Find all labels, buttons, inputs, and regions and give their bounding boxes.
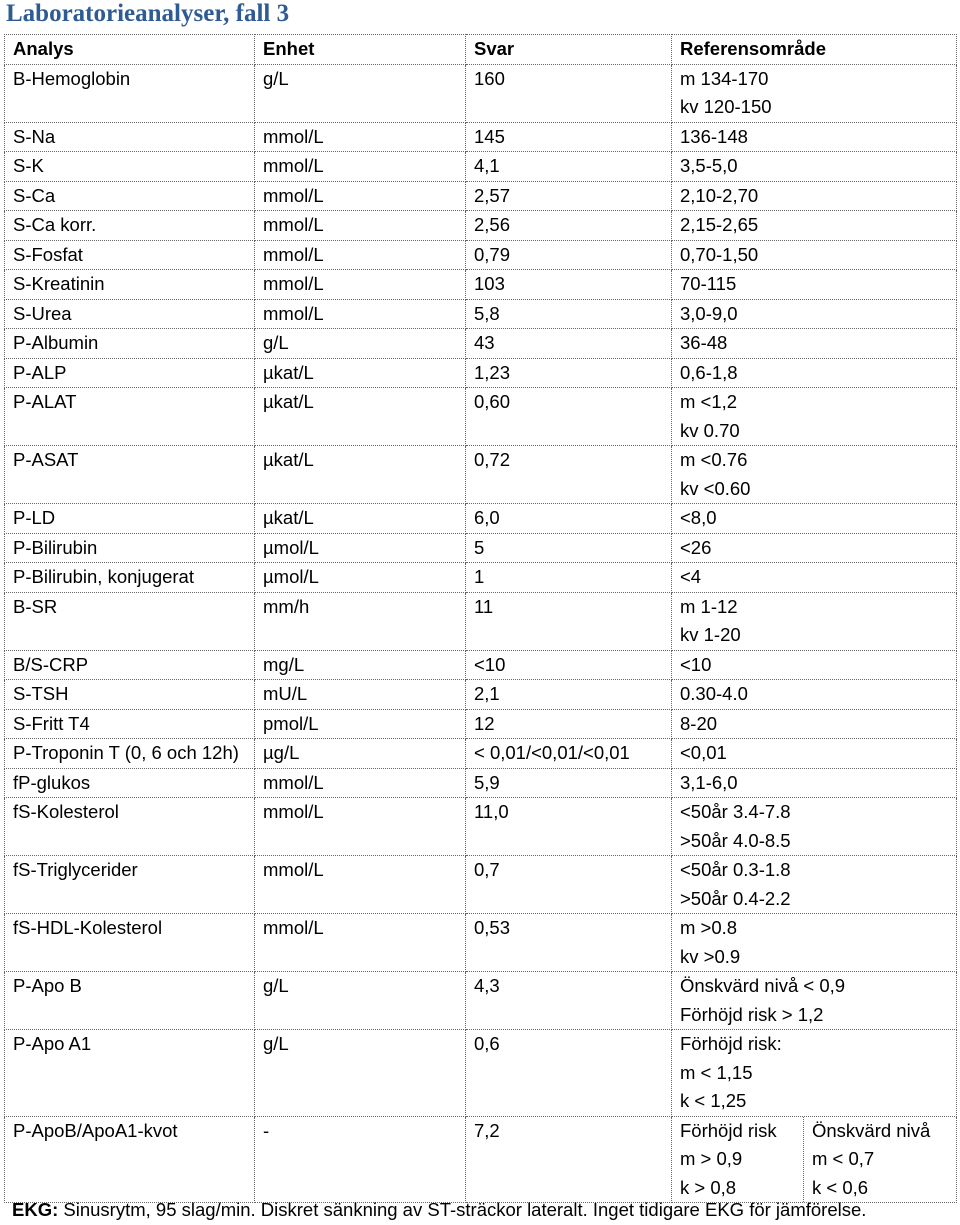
table-row <box>5 329 957 359</box>
cell-enhet: µkat/L <box>255 358 466 388</box>
cell-referensomrade <box>672 152 957 182</box>
cell-enhet: µg/L <box>255 739 466 769</box>
reference-line: k < 0,6 <box>812 1176 869 1198</box>
cell-enhet: mmol/L <box>255 856 466 914</box>
cell-referensomrade <box>672 709 957 739</box>
table-row <box>5 592 957 650</box>
cell-svar: 0,60 <box>466 388 672 446</box>
cell-svar: 11 <box>466 592 672 650</box>
cell-referensomrade <box>672 299 957 329</box>
table-header-row <box>5 35 957 65</box>
cell-svar: 5 <box>466 533 672 563</box>
cell-analys: P-ALAT <box>5 388 255 446</box>
reference-line: 0,70-1,50 <box>680 243 759 265</box>
cell-enhet: µkat/L <box>255 446 466 504</box>
cell-enhet: mmol/L <box>255 152 466 182</box>
reference-line: Förhöjd risk <box>680 1119 777 1141</box>
cell-analys: S-Ca <box>5 181 255 211</box>
reference-line: Önskvärd nivå <box>812 1119 931 1141</box>
cell-svar: 11,0 <box>466 798 672 856</box>
reference-line: >50år 4.0-8.5 <box>680 829 791 851</box>
cell-referensomrade <box>672 1116 957 1203</box>
table-row <box>5 563 957 593</box>
table-row <box>5 1116 957 1203</box>
cell-enhet: mmol/L <box>255 914 466 972</box>
cell-enhet: µkat/L <box>255 504 466 534</box>
table-row <box>5 64 957 122</box>
reference-line: <26 <box>680 536 712 558</box>
cell-enhet: mmol/L <box>255 211 466 241</box>
reference-column-elevated-risk <box>672 1117 804 1203</box>
reference-line: 70-115 <box>680 273 737 294</box>
cell-enhet: - <box>255 1116 466 1203</box>
column-header-analys: Analys <box>5 35 255 65</box>
table-row <box>5 914 957 972</box>
reference-line: kv 120-150 <box>680 96 772 117</box>
table-row <box>5 358 957 388</box>
cell-svar: 2,57 <box>466 181 672 211</box>
cell-analys: S-K <box>5 152 255 182</box>
cell-enhet: g/L <box>255 1030 466 1117</box>
cell-analys: fS-Kolesterol <box>5 798 255 856</box>
ekg-text: Sinusrytm, 95 slag/min. Diskret sänkning av ST-sträckor lateralt. Inget tidigare EKG för jämförelse. <box>58 1199 867 1220</box>
page-title: Laboratorieanalyser, fall 3 <box>6 0 290 27</box>
cell-analys: fS-HDL-Kolesterol <box>5 914 255 972</box>
cell-referensomrade <box>672 122 957 152</box>
cell-analys: P-Apo B <box>5 972 255 1030</box>
cell-enhet: g/L <box>255 329 466 359</box>
cell-analys: P-LD <box>5 504 255 534</box>
cell-referensomrade <box>672 64 957 122</box>
cell-enhet: µmol/L <box>255 533 466 563</box>
reference-line: m 1-12 <box>680 595 738 617</box>
cell-svar: 6,0 <box>466 504 672 534</box>
cell-analys: P-Albumin <box>5 329 255 359</box>
reference-line: m <1,2 <box>680 391 738 412</box>
cell-svar: 0,7 <box>466 856 672 914</box>
cell-analys: S-Na <box>5 122 255 152</box>
reference-line: 3,1-6,0 <box>680 771 738 793</box>
cell-referensomrade <box>672 211 957 241</box>
cell-analys: S-Urea <box>5 299 255 329</box>
cell-analys: S-Kreatinin <box>5 270 255 300</box>
cell-svar: < 0,01/<0,01/<0,01 <box>466 739 672 769</box>
reference-line: kv <0.60 <box>680 477 751 499</box>
cell-enhet: pmol/L <box>255 709 466 739</box>
ekg-label: EKG: <box>12 1199 59 1220</box>
reference-line: kv 1-20 <box>680 624 741 645</box>
cell-enhet: g/L <box>255 972 466 1030</box>
table-row <box>5 798 957 856</box>
cell-svar: 12 <box>466 709 672 739</box>
cell-referensomrade <box>672 680 957 710</box>
reference-line: kv 0.70 <box>680 419 740 441</box>
cell-referensomrade <box>672 972 957 1030</box>
cell-enhet: mg/L <box>255 650 466 680</box>
cell-analys: P-ALP <box>5 358 255 388</box>
table-row <box>5 504 957 534</box>
cell-analys: S-Fritt T4 <box>5 709 255 739</box>
reference-line: Önskvärd nivå < 0,9 <box>680 975 846 996</box>
cell-analys: P-Bilirubin, konjugerat <box>5 563 255 593</box>
table-row <box>5 388 957 446</box>
reference-split <box>672 1117 956 1203</box>
cell-svar: 0,72 <box>466 446 672 504</box>
cell-enhet: g/L <box>255 64 466 122</box>
reference-line: k < 1,25 <box>680 1090 747 1111</box>
table-row <box>5 680 957 710</box>
reference-column-desired-level <box>804 1117 935 1203</box>
table-row <box>5 533 957 563</box>
column-header-svar: Svar <box>466 35 672 65</box>
table-row <box>5 1030 957 1117</box>
reference-line: m < 0,7 <box>812 1148 875 1169</box>
cell-svar: 0,79 <box>466 240 672 270</box>
table-row <box>5 240 957 270</box>
reference-line: Förhöjd risk: <box>680 1033 782 1054</box>
reference-line: m <0.76 <box>680 449 748 470</box>
cell-enhet: mm/h <box>255 592 466 650</box>
reference-line: m > 0,9 <box>680 1148 743 1169</box>
cell-analys: B-SR <box>5 592 255 650</box>
reference-line: kv >0.9 <box>680 945 741 967</box>
reference-line: 8-20 <box>680 712 718 734</box>
table-row <box>5 299 957 329</box>
reference-line: <10 <box>680 653 712 675</box>
reference-line: >50år 0.4-2.2 <box>680 887 791 909</box>
lab-results-table <box>4 34 957 1203</box>
reference-line: 2,10-2,70 <box>680 184 759 206</box>
cell-analys: fS-Triglycerider <box>5 856 255 914</box>
cell-enhet: µkat/L <box>255 388 466 446</box>
cell-svar: 2,1 <box>466 680 672 710</box>
cell-enhet: mmol/L <box>255 181 466 211</box>
table-row <box>5 709 957 739</box>
cell-referensomrade <box>672 739 957 769</box>
cell-svar: 7,2 <box>466 1116 672 1203</box>
reference-line: 2,15-2,65 <box>680 214 759 235</box>
reference-line: <8,0 <box>680 507 717 528</box>
cell-referensomrade <box>672 592 957 650</box>
cell-referensomrade <box>672 329 957 359</box>
cell-enhet: mmol/L <box>255 768 466 798</box>
table-row <box>5 972 957 1030</box>
cell-analys: S-Fosfat <box>5 240 255 270</box>
cell-referensomrade <box>672 1030 957 1117</box>
cell-svar: 5,8 <box>466 299 672 329</box>
table-row <box>5 446 957 504</box>
cell-referensomrade <box>672 856 957 914</box>
reference-line: 36-48 <box>680 332 728 353</box>
ekg-note <box>12 1196 866 1224</box>
cell-enhet: mmol/L <box>255 299 466 329</box>
cell-enhet: mmol/L <box>255 122 466 152</box>
cell-enhet: µmol/L <box>255 563 466 593</box>
reference-line: m < 1,15 <box>680 1061 753 1083</box>
reference-line: <4 <box>680 566 702 587</box>
reference-line: 0,6-1,8 <box>680 361 738 383</box>
cell-referensomrade <box>672 388 957 446</box>
cell-referensomrade <box>672 533 957 563</box>
cell-enhet: mmol/L <box>255 270 466 300</box>
cell-enhet: mmol/L <box>255 240 466 270</box>
table-body <box>5 64 957 1203</box>
cell-svar: 5,9 <box>466 768 672 798</box>
table-row <box>5 270 957 300</box>
cell-analys: P-Apo A1 <box>5 1030 255 1117</box>
cell-svar: 103 <box>466 270 672 300</box>
cell-referensomrade <box>672 358 957 388</box>
cell-analys: P-Bilirubin <box>5 533 255 563</box>
cell-analys: S-TSH <box>5 680 255 710</box>
cell-analys: P-ApoB/ApoA1-kvot <box>5 1116 255 1203</box>
cell-svar: 0,6 <box>466 1030 672 1117</box>
table-row <box>5 122 957 152</box>
column-header-enhet: Enhet <box>255 35 466 65</box>
cell-analys: S-Ca korr. <box>5 211 255 241</box>
cell-svar: <10 <box>466 650 672 680</box>
table-row <box>5 181 957 211</box>
reference-line: k > 0,8 <box>680 1176 737 1198</box>
table-row <box>5 739 957 769</box>
cell-referensomrade <box>672 563 957 593</box>
cell-referensomrade <box>672 768 957 798</box>
cell-referensomrade <box>672 650 957 680</box>
cell-svar: 43 <box>466 329 672 359</box>
table-row <box>5 650 957 680</box>
cell-enhet: mU/L <box>255 680 466 710</box>
cell-svar: 4,1 <box>466 152 672 182</box>
table-row <box>5 211 957 241</box>
reference-line: <50år 0.3-1.8 <box>680 859 791 880</box>
cell-svar: 160 <box>466 64 672 122</box>
reference-line: m >0.8 <box>680 917 738 938</box>
reference-line: <50år 3.4-7.8 <box>680 801 791 822</box>
cell-svar: 4,3 <box>466 972 672 1030</box>
cell-svar: 145 <box>466 122 672 152</box>
cell-svar: 2,56 <box>466 211 672 241</box>
cell-analys: B/S-CRP <box>5 650 255 680</box>
cell-referensomrade <box>672 270 957 300</box>
cell-svar: 0,53 <box>466 914 672 972</box>
cell-svar: 1 <box>466 563 672 593</box>
cell-analys: P-ASAT <box>5 446 255 504</box>
reference-line: 136-148 <box>680 125 748 147</box>
cell-svar: 1,23 <box>466 358 672 388</box>
cell-referensomrade <box>672 798 957 856</box>
cell-referensomrade <box>672 446 957 504</box>
reference-line: 3,0-9,0 <box>680 302 738 324</box>
cell-referensomrade <box>672 504 957 534</box>
reference-line: Förhöjd risk > 1,2 <box>680 1003 824 1025</box>
cell-referensomrade <box>672 240 957 270</box>
cell-analys: B-Hemoglobin <box>5 64 255 122</box>
table-row <box>5 856 957 914</box>
cell-analys: fP-glukos <box>5 768 255 798</box>
table-row <box>5 768 957 798</box>
reference-line: 3,5-5,0 <box>680 155 738 176</box>
table-row <box>5 152 957 182</box>
reference-line: <0,01 <box>680 742 727 763</box>
reference-line: 0.30-4.0 <box>680 683 748 704</box>
column-header-referensomrade: Referensområde <box>672 35 957 65</box>
cell-analys: P-Troponin T (0, 6 och 12h) <box>5 739 255 769</box>
cell-enhet: mmol/L <box>255 798 466 856</box>
cell-referensomrade <box>672 914 957 972</box>
reference-line: m 134-170 <box>680 67 769 89</box>
cell-referensomrade <box>672 181 957 211</box>
